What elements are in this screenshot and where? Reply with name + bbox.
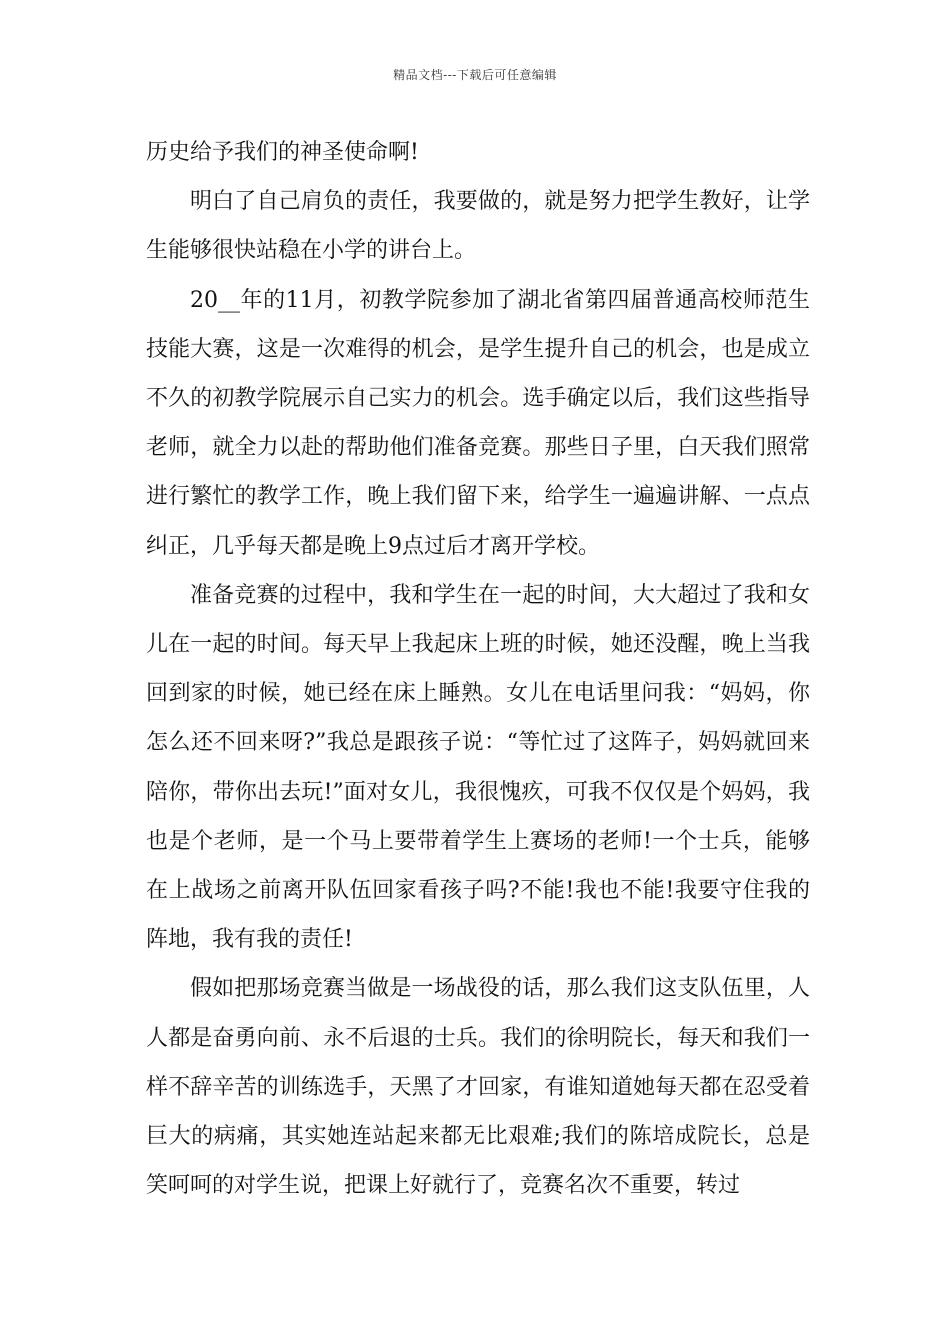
paragraph-4: 准备竞赛的过程中，我和学生在一起的时间，大大超过了我和女儿在一起的时间。每天早上我起床上班的时候，她还没醒，晚上当我回到家的时候，她已经在床上睡熟。女儿在电话里问我：“妈妈，你怎么还不回来呀?”我总是跟孩子说：“等忙过了这阵子，妈妈就回来陪你，带你出去玩!”面对女儿，我很愧疚，可我不仅仅是个妈妈，我也是个老师，是一个马上要带着学生上赛场的老师!一个士兵，能够在上战场之前离开队伍回家看孩子吗?不能!我也不能!我要守住我的阵地，我有我的责任!: [146, 582, 810, 953]
page-header: 精品文档---下载后可任意编辑: [393, 68, 557, 82]
paragraph-1: 历史给予我们的神圣使命啊!: [146, 140, 419, 165]
document-body: [146, 128, 810, 1210]
paragraph-5: 假如把那场竞赛当做是一场战役的话，那么我们这支队伍里，人人都是奋勇向前、永不后退的士兵。我们的徐明院长，每天和我们一样不辞辛苦的训练选手，天黑了才回家，有谁知道她每天都在忍受着巨大的病痛，其实她连站起来都无比艰难;我们的陈培成院长，总是笑呵呵的对学生说，把课上好就行了，竞赛名次不重要，转过: [146, 976, 810, 1199]
paragraph-2: 明白了自己肩负的责任，我要做的，就是努力把学生教好，让学生能够很快站稳在小学的讲台上。: [146, 189, 810, 264]
paragraph-3: 20__年的11月，初教学院参加了湖北省第四届普通高校师范生技能大赛，这是一次难得的机会，是学生提升自己的机会，也是成立不久的初教学院展示自己实力的机会。选手确定以后，我们这些指导老师，就全力以赴的帮助他们准备竞赛。那些日子里，白天我们照常进行繁忙的教学工作，晚上我们留下来，给学生一遍遍讲解、一点点纠正，几乎每天都是晚上9点过后才离开学校。: [146, 287, 810, 559]
